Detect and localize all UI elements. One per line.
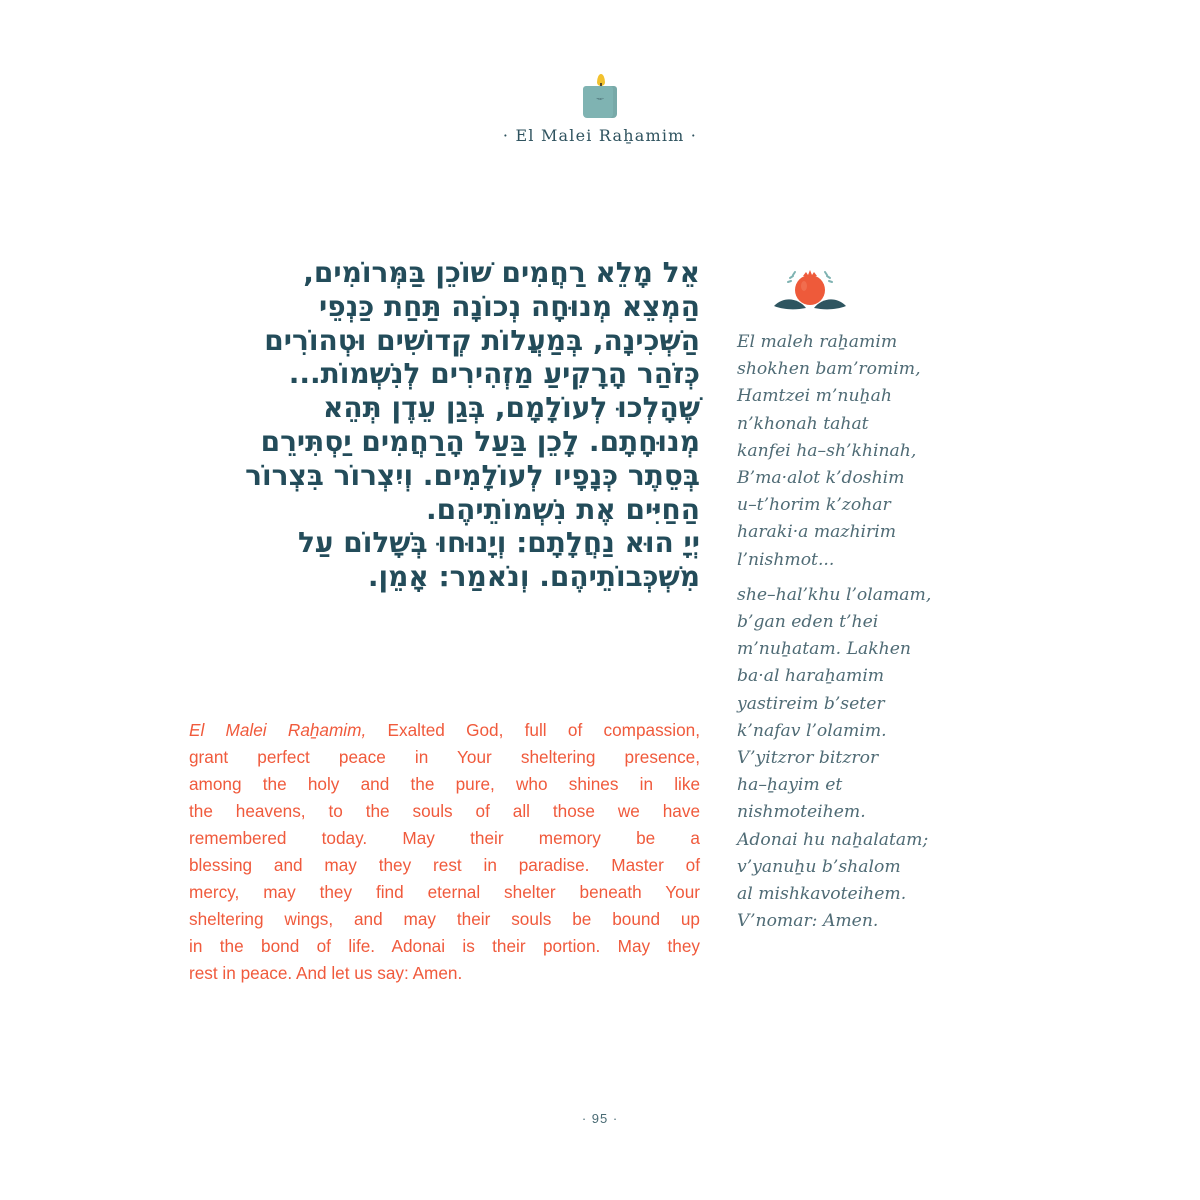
translit-line: ba·al haraẖamim <box>737 666 885 687</box>
translit-line: she–hal’khu l’olamam, <box>737 584 932 605</box>
hebrew-line: הַמְצֵא מְנוּחָה נְכוֹנָה תַּחַת כַּנְפֵי <box>319 289 700 323</box>
hebrew-line: הַחַיִּים אֶת נִשְׁמוֹתֵיהֶם. <box>426 492 700 526</box>
english-line: blessing and may they rest in paradise. Master of <box>189 855 700 875</box>
translit-line: haraki·a mazhirim <box>737 522 897 543</box>
english-line <box>189 717 700 744</box>
english-line: in the bond of life. Adonai is their portion. May they <box>189 936 700 956</box>
translit-line: kanfei ha–sh’khinah, <box>737 440 917 461</box>
hebrew-line: שֶׁהָלְכוּ לְעוֹלָמָם, בְּגַן עֵדֶן תְּהֵא <box>322 391 700 425</box>
hebrew-line: אֵל מָלֵא רַחֲמִים שׁוֹכֵן בַּמְּרוֹמִים, <box>303 256 700 289</box>
pomegranate-icon <box>772 266 848 316</box>
english-line: sheltering wings, and may their souls be bound up <box>189 909 700 929</box>
translit-line: k’nafav l’olamim. <box>737 720 887 741</box>
translit-line: El maleh raẖamim <box>737 332 898 352</box>
translit-line: nishmoteihem. <box>737 802 866 823</box>
hebrew-line: מְנוּחָתָם. לָכֵן בַּעַל הָרַחֲמִים יַסְתִּירֵם <box>260 424 700 458</box>
english-line-text: Exalted God, full of compassion, <box>366 720 700 740</box>
prayer-name-italic: El Malei Raẖamim, <box>189 720 367 740</box>
translit-line: V’yitzror bitzror <box>737 748 879 769</box>
translit-line: Adonai hu naẖalatam; <box>737 829 929 850</box>
translit-line: l’nishmot... <box>737 549 835 570</box>
candle-label: יזכור <box>596 96 604 101</box>
hebrew-prayer-text <box>200 256 700 594</box>
translit-line: m’nuẖatam. Lakhen <box>737 639 911 660</box>
hebrew-line: יְיָ הוּא נַחֲלָתָם: וְיָנוּחוּ בְּשָׁלוֹם עַל <box>297 526 700 560</box>
stanza-gap <box>737 574 997 582</box>
hebrew-line: בְּסֵתֶר כְּנָפָיו לְעוֹלָמִים. וְיִצְרוֹר בִּצְרוֹר <box>245 458 700 492</box>
translit-line: V’nomar: Amen. <box>737 911 879 932</box>
transliteration <box>737 329 997 935</box>
memorial-candle-icon <box>583 74 617 120</box>
english-line: grant perfect peace in Your sheltering presence, <box>189 747 700 767</box>
candle-body <box>583 86 617 118</box>
translit-line: B’ma·alot k’doshim <box>737 468 905 489</box>
translit-line: ha–ẖayim et <box>737 775 843 796</box>
english-line: mercy, may they find eternal shelter beneath Your <box>189 882 700 902</box>
translit-line: shokhen bam’romim, <box>737 359 921 380</box>
page-number: · 95 · <box>581 1111 619 1126</box>
hebrew-line: הַשְּׁכִינָה, בְּמַעֲלוֹת קְדוֹשִׁים וּטְהוֹרִים <box>264 323 700 357</box>
translit-line: Hamtzei m’nuẖah <box>737 386 892 407</box>
english-translation <box>189 717 700 987</box>
translit-line: b’gan eden t’hei <box>737 612 879 633</box>
translit-line: al mishkavoteihem. <box>737 884 907 905</box>
translit-line: u–t’horim k’zohar <box>737 495 891 516</box>
english-line: remembered today. May their memory be a <box>189 828 700 848</box>
translit-line: n’khonah tahat <box>737 413 869 434</box>
hebrew-line: כְּזֹהַר הָרָקִיעַ מַזְהִירִים לְנִשְׁמוֹת... <box>288 357 700 391</box>
page-title: · El Malei Raẖamim · <box>502 126 698 145</box>
english-line: rest in peace. And let us say: Amen. <box>189 963 463 983</box>
translit-line: yastireim b’seter <box>737 693 885 714</box>
english-line: the heavens, to the souls of all those we have <box>189 801 700 821</box>
hebrew-line: מִשְׁכְּבוֹתֵיהֶם. וְנֹאמַר: אָמֵן. <box>367 560 700 594</box>
translit-line: v’yanuẖu b’shalom <box>737 856 901 877</box>
page-header <box>0 74 1200 145</box>
english-line: among the holy and the pure, who shines in like <box>189 774 700 794</box>
